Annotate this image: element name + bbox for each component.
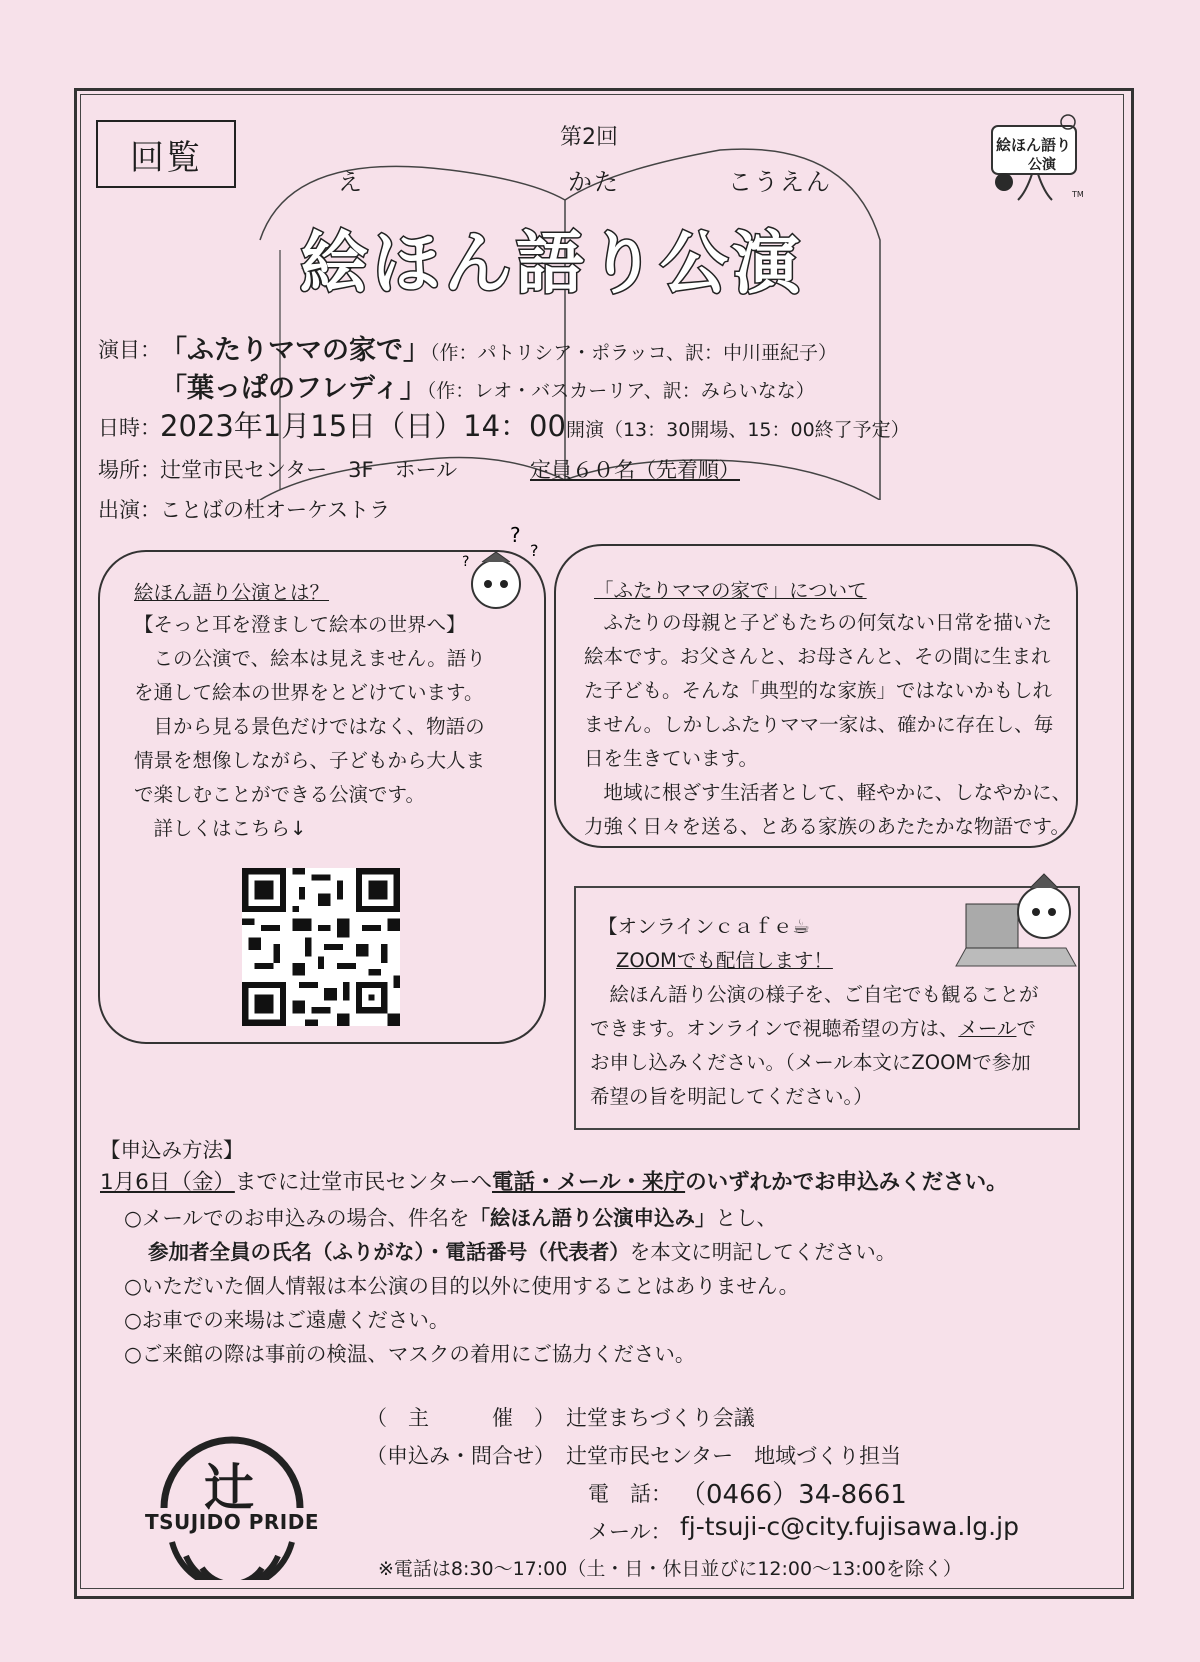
- edition-label: 第2回: [560, 125, 618, 150]
- apply-bullet-1a: ○メールでのお申込みの場合、件名を: [124, 1206, 470, 1230]
- book-note-line-6: 地域に根ざす生活者として、軽やかに、しなやかに、: [584, 781, 1072, 804]
- book-note-line-2: 絵本です。お父さんと、お母さんと、その間に生まれ: [584, 645, 1051, 668]
- contact-name: 辻堂市民センター 地域づくり担当: [566, 1444, 902, 1468]
- about-line-5: で楽しむことができる公演です。: [134, 783, 425, 806]
- datetime-main: 2023年1月15日（日）14：00: [160, 409, 566, 443]
- host-name: 辻堂まちづくり会議: [566, 1406, 755, 1430]
- datetime-suffix: 開演（13：30開場、15：00終了予定）: [565, 419, 910, 441]
- apply-bullet-3: ○お車での来場はご遠慮ください。: [124, 1308, 450, 1332]
- mail-address[interactable]: fj-tsuji-c@city.fujisawa.lg.jp: [680, 1512, 1019, 1541]
- about-line-3: 目から見る景色だけではなく、物語の: [134, 715, 485, 738]
- host-label: （ 主 催 ）: [366, 1406, 555, 1430]
- online-heading-text: 【オンラインｃａｆｅ: [598, 915, 793, 938]
- venue-capacity: 定員６０名（先着順）: [530, 458, 740, 482]
- book-note-line-3: た子ども。そんな「典型的な家族」ではないかもしれ: [584, 679, 1053, 702]
- work-2-credit: （作：レオ・バスカーリア、訳：みらいなな）: [426, 380, 815, 402]
- work-1-title: 「ふたりママの家で」: [160, 335, 430, 366]
- online-line-3: お申し込みください。（メール本文にZOOMで参加: [590, 1051, 1031, 1074]
- apply-bullet-1c: とし、: [715, 1206, 777, 1230]
- mascot-laptop-icon: [946, 868, 1086, 982]
- zoom-notice: ZOOMでも配信します！: [616, 949, 833, 972]
- book-note-line-7: 力強く日々を送る、とある家族のあたたかな物語です。: [584, 815, 1070, 838]
- qr-code[interactable]: [242, 868, 400, 1030]
- phone-hours: ※電話は8:30～17:00（土・日・休日並びに12:00～13:00を除く）: [378, 1558, 962, 1580]
- title-ruby-e: え: [338, 168, 364, 196]
- performer-label: 出演：: [98, 498, 161, 522]
- apply-deadline-row: [100, 1166, 1008, 1200]
- svg-text:?: ?: [530, 541, 539, 560]
- work-2-title: 「葉っぱのフレディ」: [160, 373, 427, 404]
- online-line-1: 絵ほん語り公演の様子を、ご自宅でも観ることが: [590, 983, 1039, 1006]
- performer-name: ことばの杜オーケストラ: [160, 498, 391, 522]
- apply-bullet-1: [124, 1202, 777, 1236]
- program-label: 演目：: [98, 338, 161, 362]
- online-line-4: 希望の旨を明記してください。）: [590, 1085, 873, 1108]
- circulation-label: 回覧: [96, 120, 236, 188]
- coffee-icon: ☕: [792, 915, 810, 938]
- apply-bullet-1e: を本文に明記してください。: [629, 1240, 897, 1264]
- book-note-line-1: ふたりの母親と子どもたちの何気ない日常を描いた: [584, 611, 1053, 634]
- venue-label: 場所：: [98, 458, 161, 482]
- datetime-label: 日時：: [98, 416, 161, 440]
- apply-bullet-1-cont: [148, 1236, 896, 1270]
- apply-heading: 【申込み方法】: [100, 1138, 244, 1162]
- tsujido-pride-logo: [142, 1420, 322, 1580]
- badge-line2: 公演: [1028, 157, 1056, 173]
- apply-bullet-1d: 参加者全員の氏名（ふりがな）・電話番号（代表者）: [148, 1240, 630, 1264]
- svg-text:?: ?: [510, 526, 521, 547]
- program-work-2: [160, 366, 815, 405]
- about-line-4: 情景を想像しながら、子どもから大人ま: [134, 749, 486, 772]
- mail-label: メール：: [588, 1520, 672, 1544]
- about-subheading: 【そっと耳を澄まして絵本の世界へ】: [134, 613, 466, 636]
- online-line-2-tail: で: [1016, 1017, 1036, 1040]
- about-line-1: この公演で、絵本は見えません。語り: [134, 647, 486, 670]
- apply-deadline: 1月6日（金）: [100, 1170, 235, 1195]
- event-badge-logo: [982, 112, 1086, 208]
- venue-place: 辻堂市民センター 3F ホール: [160, 458, 458, 482]
- online-mail-link[interactable]: メール: [958, 1017, 1017, 1040]
- apply-mid1: までに辻堂市民センターへ: [234, 1170, 493, 1195]
- tel-number[interactable]: （0466）34-8661: [680, 1480, 907, 1510]
- online-heading: [598, 910, 810, 944]
- apply-bullet-4: ○ご来館の際は事前の検温、マスクの着用にご協力ください。: [124, 1342, 696, 1366]
- tel-label: 電 話：: [588, 1482, 672, 1506]
- contact-label: （申込み・問合せ）: [366, 1444, 555, 1468]
- about-heading: 絵ほん語り公演とは？: [134, 581, 330, 604]
- book-note-heading: 「ふたりママの家で」について: [594, 579, 867, 602]
- apply-mid2: のいずれかでお申込みください。: [685, 1170, 1008, 1195]
- online-line-2-text: できます。オンラインで視聴希望の方は、: [590, 1017, 959, 1040]
- program-work-1: [160, 328, 837, 367]
- svg-text:?: ?: [462, 554, 470, 570]
- about-line-6: 詳しくはこちら↓: [134, 817, 307, 840]
- apply-bullet-1b: 「絵ほん語り公演申込み」: [469, 1206, 716, 1230]
- book-note-line-5: 日を生きています。: [584, 747, 758, 770]
- title-ruby-kata: かた: [568, 168, 620, 196]
- badge-line1: 絵ほん語り: [996, 136, 1072, 154]
- logo-text: TSUJIDO PRIDE: [145, 1510, 319, 1534]
- online-line-2: [590, 1012, 1036, 1046]
- about-line-2: を通して絵本の世界をとどけています。: [134, 681, 484, 704]
- book-note-line-4: ません。しかしふたりママ一家は、確かに存在し、毎: [584, 713, 1054, 736]
- datetime-row: [160, 404, 910, 445]
- title-ruby-kouen: こうえん: [728, 168, 832, 196]
- apply-methods: 電話・メール・来庁: [492, 1170, 686, 1195]
- apply-bullet-2: ○いただいた個人情報は本公演の目的以外に使用することはありません。: [124, 1274, 800, 1298]
- logo-char: 辻: [204, 1459, 254, 1517]
- work-1-credit: （作：パトリシア・ポラッコ、訳：中川亜紀子）: [430, 342, 837, 364]
- badge-tm: TM: [1072, 190, 1084, 199]
- mascot-thinking-icon: [458, 526, 548, 620]
- event-title: 絵ほん語り公演: [300, 225, 805, 304]
